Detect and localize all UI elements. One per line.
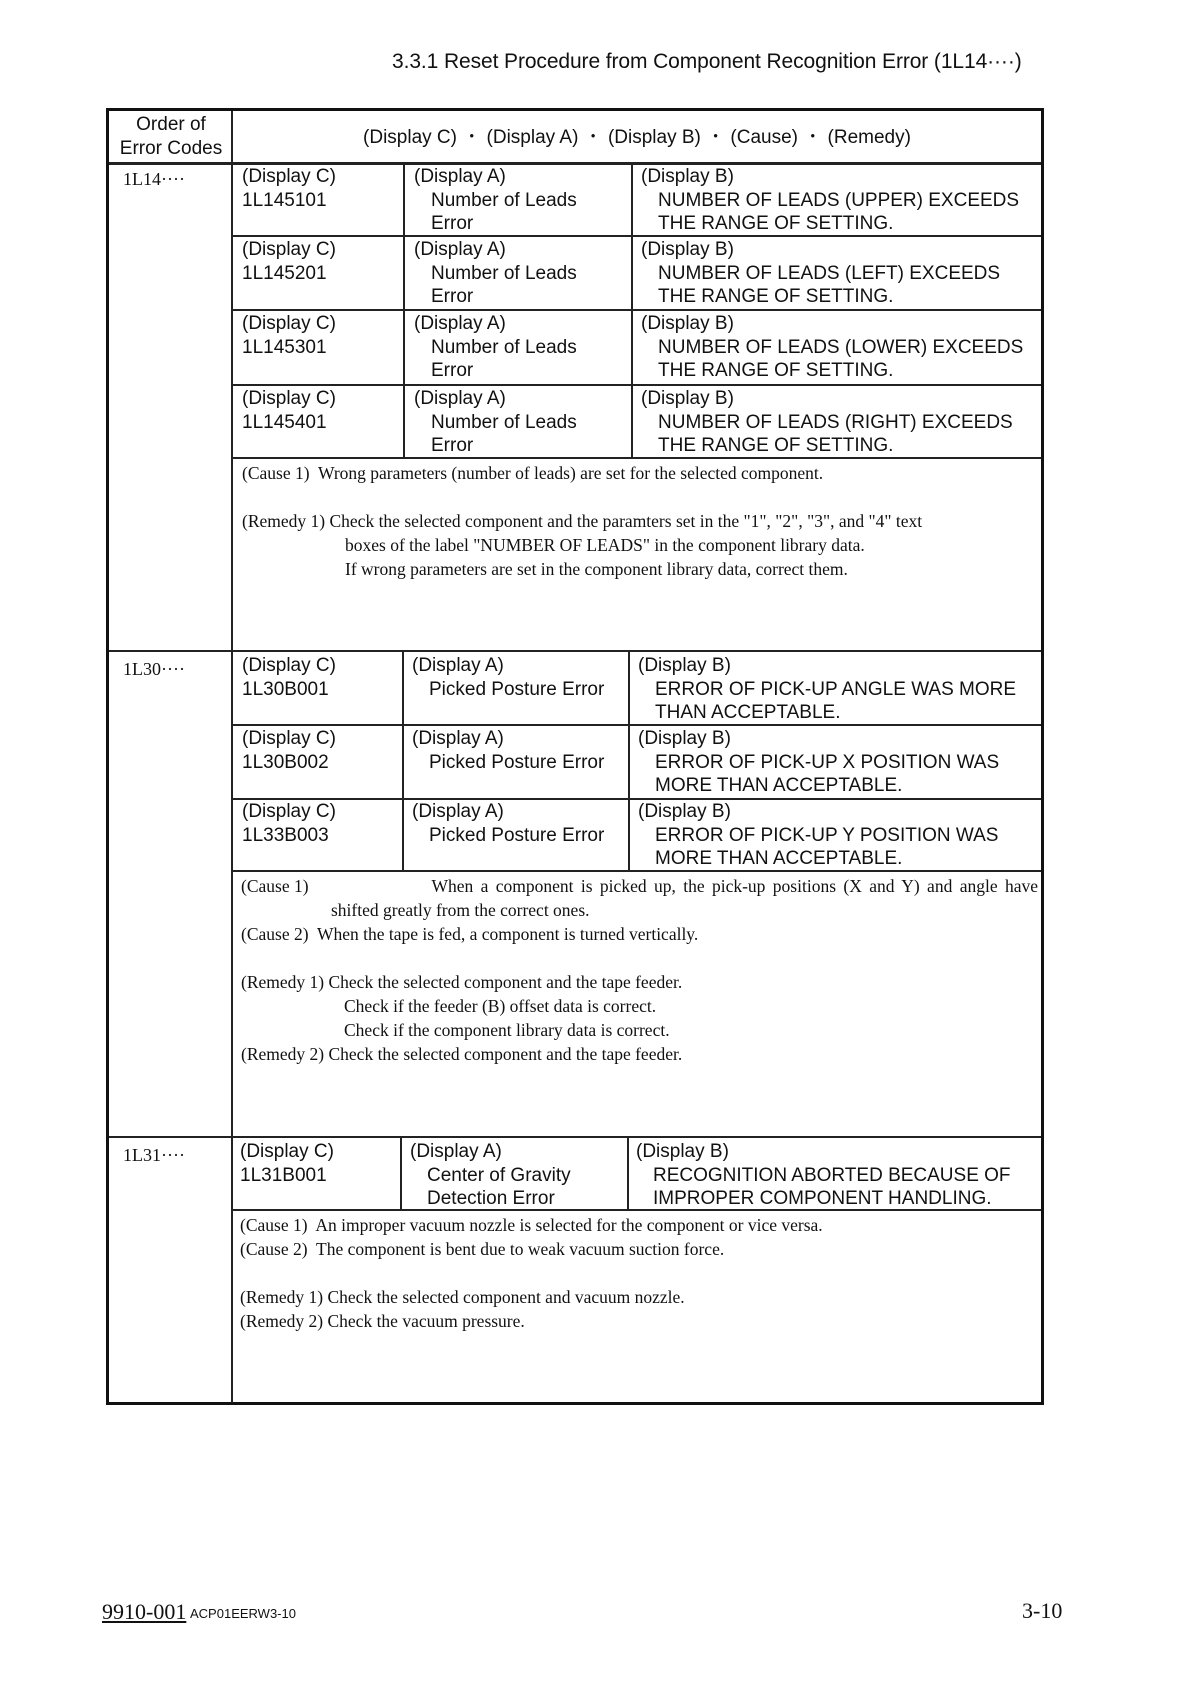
remedy-line: Check if the component library data is correct. <box>344 1020 670 1040</box>
display-b-label: (Display B) <box>641 388 734 409</box>
display-c-code: 1L30B001 <box>242 678 329 700</box>
display-a-text: Error <box>431 435 474 456</box>
cause-line: shifted greatly from the correct ones. <box>331 900 590 920</box>
column-header-order-line2: Error Codes <box>119 138 223 159</box>
display-b-label: (Display B) <box>638 655 731 676</box>
display-a-text: Number of Leads <box>431 411 577 433</box>
display-b-text: RECOGNITION ABORTED BECAUSE OF <box>653 1164 1011 1186</box>
section-code: 1L14···· <box>123 169 185 189</box>
section-divider <box>109 1136 1041 1138</box>
display-c-cell <box>242 654 336 701</box>
display-b-cell <box>641 312 1023 383</box>
cause-line: (Cause 1) When a component is picked up, the pick-up positions (X and Y) and angle have <box>241 876 1038 896</box>
cause-block <box>242 461 922 581</box>
display-c-code: 1L145401 <box>242 411 327 433</box>
remedy-line: (Remedy 1) Check the selected component and the tape feeder. <box>241 972 683 992</box>
display-a-cell <box>414 238 577 309</box>
column-divider <box>402 652 404 872</box>
cause-line: (Cause 2) The component is bent due to weak vacuum suction force. <box>240 1239 725 1259</box>
row-divider <box>233 309 1041 311</box>
display-c-label: (Display C) <box>242 728 336 749</box>
display-b-label: (Display B) <box>641 239 734 260</box>
display-a-text: Number of Leads <box>431 336 577 358</box>
column-divider <box>403 164 405 459</box>
display-b-text: THE RANGE OF SETTING. <box>658 213 894 234</box>
column-header-order-line1: Order of <box>136 114 206 135</box>
display-c-code: 1L30B002 <box>242 751 329 773</box>
display-b-cell <box>641 387 1013 458</box>
display-a-text: Detection Error <box>427 1188 555 1209</box>
display-b-text: ERROR OF PICK-UP ANGLE WAS MORE <box>655 678 1017 700</box>
remedy-line: If wrong parameters are set in the component library data, correct them. <box>345 559 848 579</box>
display-a-cell <box>414 312 577 383</box>
section-code: 1L30···· <box>123 659 185 679</box>
display-c-cell <box>240 1140 334 1187</box>
display-b-text: NUMBER OF LEADS (RIGHT) EXCEEDS <box>658 411 1013 433</box>
remedy-line: Check if the feeder (B) offset data is correct. <box>344 996 657 1016</box>
display-c-cell <box>242 238 336 285</box>
display-c-code: 1L33B003 <box>242 824 329 846</box>
display-c-code: 1L31B001 <box>240 1164 327 1186</box>
display-a-text: Number of Leads <box>431 262 577 284</box>
display-a-text: Error <box>431 360 474 381</box>
cause-block <box>241 874 1041 1066</box>
footer-page-number: 3-10 <box>1022 1598 1063 1623</box>
footer-document-number: 9910-001 <box>102 1599 187 1624</box>
display-a-label: (Display A) <box>414 166 506 187</box>
display-b-text: ERROR OF PICK-UP Y POSITION WAS <box>655 824 999 846</box>
display-c-label: (Display C) <box>242 655 336 676</box>
display-b-label: (Display B) <box>641 313 734 334</box>
cause-line: (Cause 1) An improper vacuum nozzle is selected for the component or vice versa. <box>240 1215 823 1235</box>
display-b-text: NUMBER OF LEADS (LEFT) EXCEEDS <box>658 262 1001 284</box>
display-b-cell <box>641 165 1019 236</box>
display-b-label: (Display B) <box>638 728 731 749</box>
error-code-table <box>106 108 1044 1405</box>
display-a-cell <box>412 800 604 847</box>
display-a-label: (Display A) <box>414 313 506 334</box>
display-b-text: MORE THAN ACCEPTABLE. <box>655 775 903 796</box>
page-title: 3.3.1 Reset Procedure from Component Recognition Error (1L14····) <box>392 50 1022 73</box>
display-b-text: THE RANGE OF SETTING. <box>658 286 894 307</box>
display-c-label: (Display C) <box>242 388 336 409</box>
display-b-cell <box>638 800 998 871</box>
display-c-cell <box>242 727 336 774</box>
display-c-label: (Display C) <box>242 166 336 187</box>
display-a-text: Number of Leads <box>431 189 577 211</box>
display-c-cell <box>242 312 336 359</box>
display-a-label: (Display A) <box>412 801 504 822</box>
column-divider <box>631 164 633 459</box>
display-b-text: IMPROPER COMPONENT HANDLING. <box>653 1188 992 1209</box>
display-a-label: (Display A) <box>410 1141 502 1162</box>
footer-document-code: ACP01EERW3-10 <box>190 1606 296 1621</box>
display-b-text: MORE THAN ACCEPTABLE. <box>655 848 903 869</box>
display-a-text: Error <box>431 213 474 234</box>
column-divider <box>627 1138 629 1210</box>
cause-line: (Cause 1) Wrong parameters (number of leads) are set for the selected component. <box>242 463 824 483</box>
display-b-label: (Display B) <box>641 166 734 187</box>
section-divider <box>109 650 1041 652</box>
section-code: 1L31···· <box>123 1145 185 1165</box>
display-b-text: NUMBER OF LEADS (UPPER) EXCEEDS <box>658 189 1020 211</box>
display-b-cell <box>641 238 1000 309</box>
cause-block <box>240 1213 823 1333</box>
display-a-cell <box>414 165 577 236</box>
display-b-cell <box>638 727 999 798</box>
display-b-cell <box>636 1140 1011 1211</box>
display-c-code: 1L145301 <box>242 336 327 358</box>
display-a-cell <box>412 654 604 701</box>
display-a-label: (Display A) <box>414 239 506 260</box>
display-c-label: (Display C) <box>240 1141 334 1162</box>
row-divider <box>233 384 1041 386</box>
display-b-text: THE RANGE OF SETTING. <box>658 435 894 456</box>
display-c-cell <box>242 165 336 212</box>
display-b-text: THE RANGE OF SETTING. <box>658 360 894 381</box>
remedy-line: (Remedy 1) Check the selected component and vacuum nozzle. <box>240 1287 685 1307</box>
display-b-label: (Display B) <box>636 1141 729 1162</box>
display-c-code: 1L145201 <box>242 262 327 284</box>
display-a-text: Picked Posture Error <box>429 824 605 846</box>
display-b-text: THAN ACCEPTABLE. <box>655 702 841 723</box>
remedy-line: (Remedy 2) Check the selected component and the tape feeder. <box>241 1044 683 1064</box>
column-divider <box>400 1138 402 1210</box>
display-b-text: ERROR OF PICK-UP X POSITION WAS <box>655 751 1000 773</box>
column-divider <box>628 652 630 872</box>
display-a-cell <box>414 387 577 458</box>
display-a-cell <box>412 727 604 774</box>
display-a-label: (Display A) <box>412 655 504 676</box>
display-c-cell <box>242 387 336 434</box>
display-b-text: NUMBER OF LEADS (LOWER) EXCEEDS <box>658 336 1024 358</box>
display-a-cell <box>410 1140 571 1211</box>
display-a-text: Picked Posture Error <box>429 751 605 773</box>
display-c-label: (Display C) <box>242 239 336 260</box>
display-a-text: Picked Posture Error <box>429 678 605 700</box>
display-a-label: (Display A) <box>414 388 506 409</box>
display-a-label: (Display A) <box>412 728 504 749</box>
display-c-label: (Display C) <box>242 801 336 822</box>
display-c-cell <box>242 800 336 847</box>
remedy-line: (Remedy 1) Check the selected component and the paramters set in the "1", "2", "3", and "4" text <box>242 511 923 531</box>
column-header-order <box>109 111 233 166</box>
remedy-line: boxes of the label "NUMBER OF LEADS" in the component library data. <box>345 535 865 555</box>
remedy-line: (Remedy 2) Check the vacuum pressure. <box>240 1311 525 1331</box>
column-header-details: (Display C) ・ (Display A) ・ (Display B) ・ (Cause) ・ (Remedy) <box>363 127 911 148</box>
display-c-label: (Display C) <box>242 313 336 334</box>
display-b-cell <box>638 654 1016 725</box>
display-a-text: Error <box>431 286 474 307</box>
display-a-text: Center of Gravity <box>427 1164 571 1186</box>
display-b-label: (Display B) <box>638 801 731 822</box>
display-c-code: 1L145101 <box>242 189 327 211</box>
cause-line: (Cause 2) When the tape is fed, a component is turned vertically. <box>241 924 699 944</box>
